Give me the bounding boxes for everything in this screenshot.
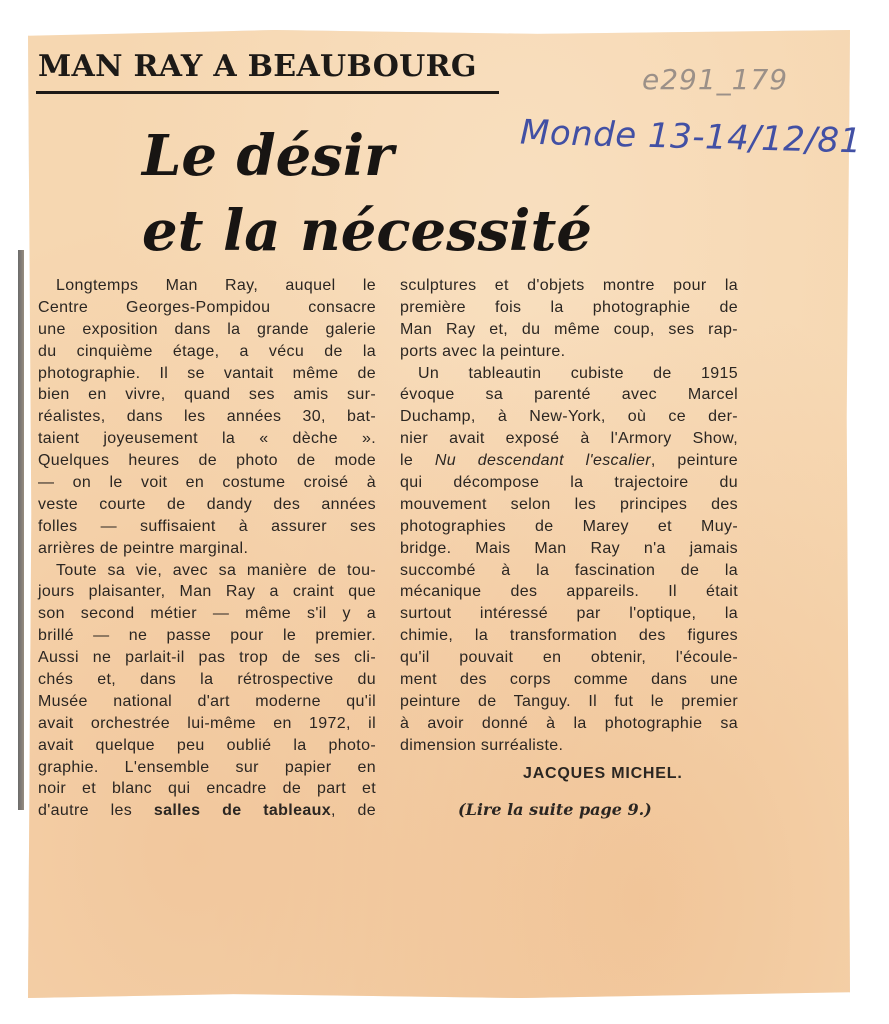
text-line: Centre Georges-Pompidou consacre [38,298,376,316]
text-line: veste courte de dandy des années [38,495,376,513]
text-line: brillé — ne passe pour le premier. [38,627,376,645]
text-line: première fois la photographie de [400,298,738,316]
text-line: Duchamp, à New-York, où ce der- [400,408,738,426]
text-line-with-italic-title: le Nu descendant l'escalier, peinture [400,452,738,470]
headline-line-2: et la nécessité [142,198,592,264]
text-line: Toute sa vie, avec sa manière de tou- [56,561,376,579]
text-line: avait orchestrée lui-même en 1972, il [38,714,376,732]
text-line: avait quelque peu oublié la photo- [38,736,376,754]
text-line: bridge. Mais Man Ray n'a jamais [400,539,738,557]
text-line: bien en vivre, quand ses amis sur- [38,386,376,404]
text-line: son second métier — même s'il y a [38,605,376,623]
clipping-torn-edge [18,250,24,810]
text-line: Longtemps Man Ray, auquel le [56,277,376,294]
article-column-right [400,275,738,757]
article-kicker: MAN RAY A BEAUBOURG [38,49,477,84]
text-line: — on le voit en costume croisé à [38,474,376,492]
text-line: taient joyeusement la « dèche ». [38,430,376,448]
handwritten-reference-number: e291_179 [642,63,789,96]
text-line: Man Ray et, du même coup, ses rap- [400,320,738,338]
handwritten-source-note: Monde 13-14/12/81 [519,112,863,162]
text-line: Un tableautin cubiste de 1915 [418,364,738,382]
text-line: réalistes, dans les années 30, bat- [38,408,376,426]
text-line: jours plaisanter, Man Ray a craint que [38,583,376,601]
text-line: à avoir donné à la photographie sa [400,714,738,732]
text-line: mouvement selon les principes des [400,495,738,513]
text-line: ment des corps comme dans une [400,671,738,689]
author-signature: JACQUES MICHEL. [523,765,683,782]
italic-artwork-title: Nu descendant l'escalier [434,452,651,470]
text-line: Aussi ne parlait-il pas trop de ses cli- [38,649,376,667]
text-line: graphie. L'ensemble sur papier en [38,758,376,776]
continuation-note: (Lire la suite page 9.) [458,800,652,819]
text-line: sculptures et d'objets montre pour la [400,277,738,294]
text-line: nier avait exposé à l'Armory Show, [400,430,738,448]
text-line: Quelques heures de photo de mode [38,452,376,470]
text-line: photographies de Marey et Muy- [400,517,738,535]
text-line-with-bold: d'autre les salles de tableaux, de [38,802,377,820]
text-line: mécanique des appareils. Il était [400,583,738,601]
text-line: arrières de peintre marginal. [38,539,249,557]
text-line: succombé à la fascination de la [400,561,738,579]
text-line: peinture de Tanguy. Il fut le premier [400,692,738,710]
kicker-underline [36,91,499,94]
text-line: surtout intéressé par l'optique, la [400,605,738,623]
article-column-left [38,275,376,822]
text-line: chés et, dans la rétrospective du [38,671,376,689]
bold-phrase: salles de tableaux [153,802,331,820]
text-line: folles — suffisaient à assurer ses [38,517,376,535]
text-line: dimension surréaliste. [400,736,564,754]
text-line: ports avec la peinture. [400,342,566,360]
text-line: noir et blanc qui encadre de part et [38,780,376,798]
text-line: Musée national d'art moderne qu'il [38,692,376,710]
text-line: photographie. Il se vantait même de [38,364,376,382]
text-line: une exposition dans la grande galerie [38,320,376,338]
text-line: qui décompose la trajectoire du [400,474,738,492]
text-line: évoque sa parenté avec Marcel [400,386,738,404]
text-line: du cinquième étage, a vécu de la [38,342,376,360]
text-line: qu'il pouvait en obtenir, l'écoule- [400,649,738,667]
headline-line-1: Le désir [142,123,394,189]
text-line: chimie, la transformation des figures [400,627,738,645]
